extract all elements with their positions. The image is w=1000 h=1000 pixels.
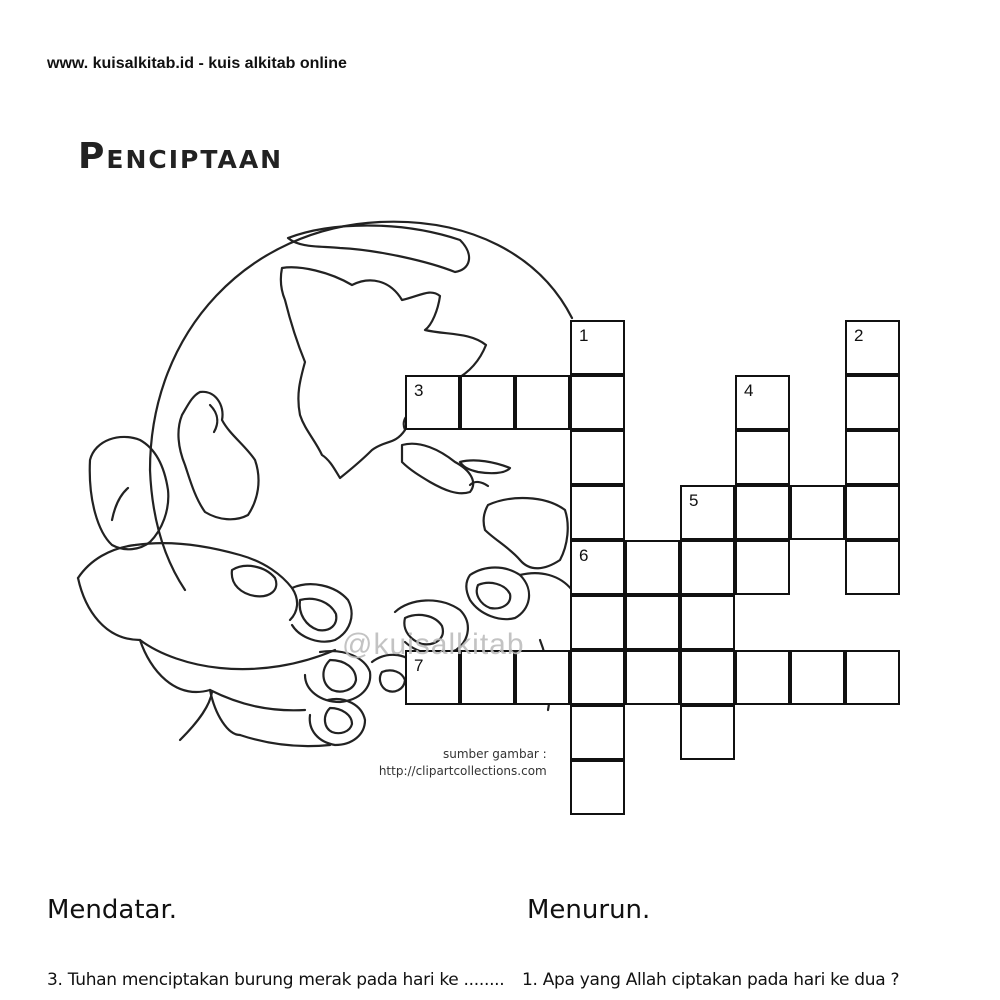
crossword-cell[interactable] — [570, 485, 625, 540]
crossword-cell[interactable] — [680, 540, 735, 595]
crossword-cell[interactable] — [845, 485, 900, 540]
clue-number: 7 — [414, 656, 424, 675]
crossword-cell[interactable] — [735, 540, 790, 595]
crossword-cell[interactable] — [460, 375, 515, 430]
crossword-cell[interactable] — [570, 705, 625, 760]
crossword-cell[interactable] — [680, 485, 735, 540]
crossword-cell[interactable] — [680, 595, 735, 650]
clue-number: 2 — [854, 326, 864, 345]
crossword-cell[interactable] — [570, 650, 625, 705]
clue-number: 4 — [744, 381, 754, 400]
crossword-cell[interactable] — [790, 485, 845, 540]
watermark: @kuisalkitab — [342, 628, 525, 661]
across-clue-3: 3. Tuhan menciptakan burung merak pada hari ke ........ — [47, 970, 505, 990]
down-clue-1: 1. Apa yang Allah ciptakan pada hari ke dua ? — [522, 970, 900, 990]
crossword-cell[interactable] — [845, 320, 900, 375]
crossword-cell[interactable] — [570, 320, 625, 375]
clue-number: 3 — [414, 381, 424, 400]
crossword-cell[interactable] — [845, 540, 900, 595]
page-title: Penciptaan — [78, 136, 284, 177]
crossword-cell[interactable] — [405, 375, 460, 430]
credit-label: sumber gambar : — [443, 747, 547, 761]
image-credit — [365, 746, 547, 780]
crossword-cell[interactable] — [680, 705, 735, 760]
crossword-cell[interactable] — [570, 540, 625, 595]
crossword-cell[interactable] — [625, 595, 680, 650]
clue-number: 6 — [579, 546, 589, 565]
crossword-cell[interactable] — [845, 430, 900, 485]
across-heading: Mendatar. — [47, 895, 178, 925]
credit-link[interactable]: http://clipartcollections.com — [378, 764, 547, 778]
crossword-cell[interactable] — [735, 650, 790, 705]
clue-number: 5 — [689, 491, 699, 510]
crossword-cell[interactable] — [845, 375, 900, 430]
crossword-cell[interactable] — [735, 375, 790, 430]
crossword-cell[interactable] — [625, 540, 680, 595]
crossword-cell[interactable] — [570, 375, 625, 430]
crossword-cell[interactable] — [735, 430, 790, 485]
crossword-cell[interactable] — [845, 650, 900, 705]
crossword-cell[interactable] — [570, 595, 625, 650]
site-header: www. kuisalkitab.id - kuis alkitab online — [47, 55, 347, 72]
down-heading: Menurun. — [527, 895, 651, 925]
crossword-cell[interactable] — [625, 650, 680, 705]
crossword-cell[interactable] — [735, 485, 790, 540]
crossword-cell[interactable] — [680, 650, 735, 705]
crossword-cell[interactable] — [570, 430, 625, 485]
crossword-cell[interactable] — [515, 375, 570, 430]
clue-number: 1 — [579, 326, 589, 345]
crossword-cell[interactable] — [570, 760, 625, 815]
crossword-cell[interactable] — [790, 650, 845, 705]
